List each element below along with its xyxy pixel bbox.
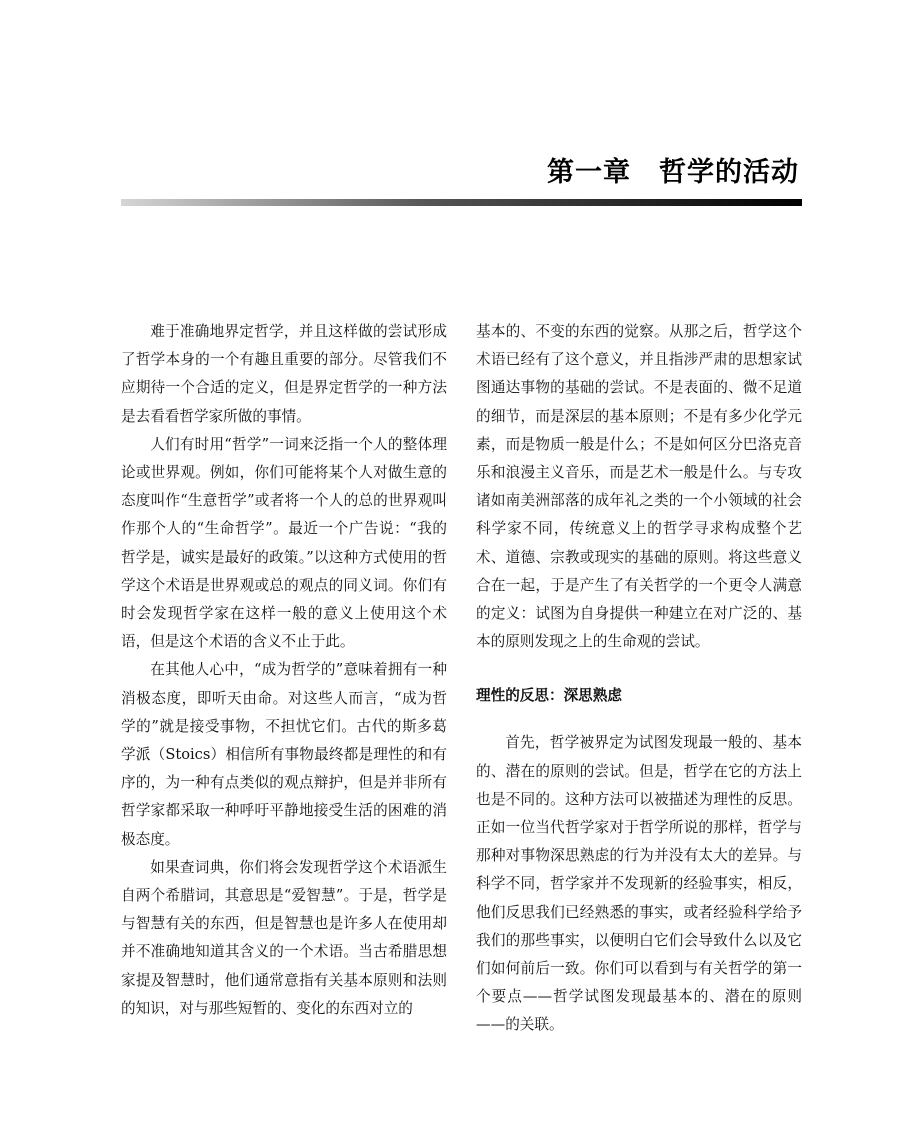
right-column (476, 318, 802, 1040)
paragraph-3: 在其他人心中，“成为哲学的”意味着拥有一种消极态度，即听天由命。对这些人而言，“成为哲学的”就是接受事物，不担忧它们。古代的斯多葛学派（Stoics）相信所有事物最终都是理性的和有序的，为一种有点类似的观点辩护，但是并非所有哲学家都采取一种呼吁平静地接受生活的困难的消极态度。 (121, 661, 447, 848)
title-rule (121, 199, 802, 206)
paragraph-continuation: 基本的、不变的东西的觉察。从那之后，哲学这个术语已经有了这个意义，并且指涉严肃的思想家试图通达事物的基础的尝试。不是表面的、微不足道的细节，而是深层的基本原则；不是有多少化学元素，而是物质一般是什么；不是如何区分巴洛克音乐和浪漫主义音乐，而是艺术一般是什么。与专攻诸如南美洲部落的成年礼之类的一个小领域的社会科学家不同，传统意义上的哲学寻求构成整个艺术、道德、宗教或现实的基础的原则。将这些意义合在一起，于是产生了有关哲学的一个更令人满意的定义：试图为自身提供一种建立在对广泛的、基本的原则发现之上的生命观的尝试。 (476, 323, 802, 651)
paragraph-1: 难于准确地界定哲学，并且这样做的尝试形成了哲学本身的一个有趣且重要的部分。尽管我们不应期待一个合适的定义，但是界定哲学的一种方法是去看看哲学家所做的事情。 (121, 323, 447, 425)
paragraph-5: 首先，哲学被界定为试图发现最一般的、基本的、潜在的原则的尝试。但是，哲学在它的方法上也是不同的。这种方法可以被描述为理性的反思。正如一位当代哲学家对于哲学所说的那样，哲学与那种对事物深思熟虑的行为并没有太大的差异。与科学不同，哲学家并不发现新的经验事实，相反，他们反思我们已经熟悉的事实，或者经验科学给予我们的那些事实，以便明白它们会导致什么以及它们如何前后一致。你们可以看到与有关哲学的第一个要点——哲学试图发现最基本的、潜在的原则——的关联。 (476, 734, 802, 1034)
chapter-title: 第一章 哲学的活动 (547, 157, 799, 188)
left-column (121, 318, 447, 1023)
paragraph-2: 人们有时用“哲学”一词来泛指一个人的整体理论或世界观。例如，你们可能将某个人对做生意的态度叫作“生意哲学”或者将一个人的总的世界观叫作那个人的“生命哲学”。最近一个广告说：“我的哲学是，诚实是最好的政策。”以这种方式使用的哲学这个术语是世界观或总的观点的同义词。你们有时会发现哲学家在这样一般的意义上使用这个术语，但是这个术语的含义不止于此。 (121, 435, 447, 651)
section-heading: 理性的反思：深思熟虑 (476, 687, 622, 705)
paragraph-4: 如果查词典，你们将会发现哲学这个术语派生自两个希腊词，其意思是“爱智慧”。于是，哲学是与智慧有关的东西，但是智慧也是许多人在使用却并不准确地知道其含义的一个术语。当古希腊思想家提及智慧时，他们通常意指有关基本原则和法则的知识，对与那些短暂的、变化的东西对立的 (121, 858, 447, 1017)
